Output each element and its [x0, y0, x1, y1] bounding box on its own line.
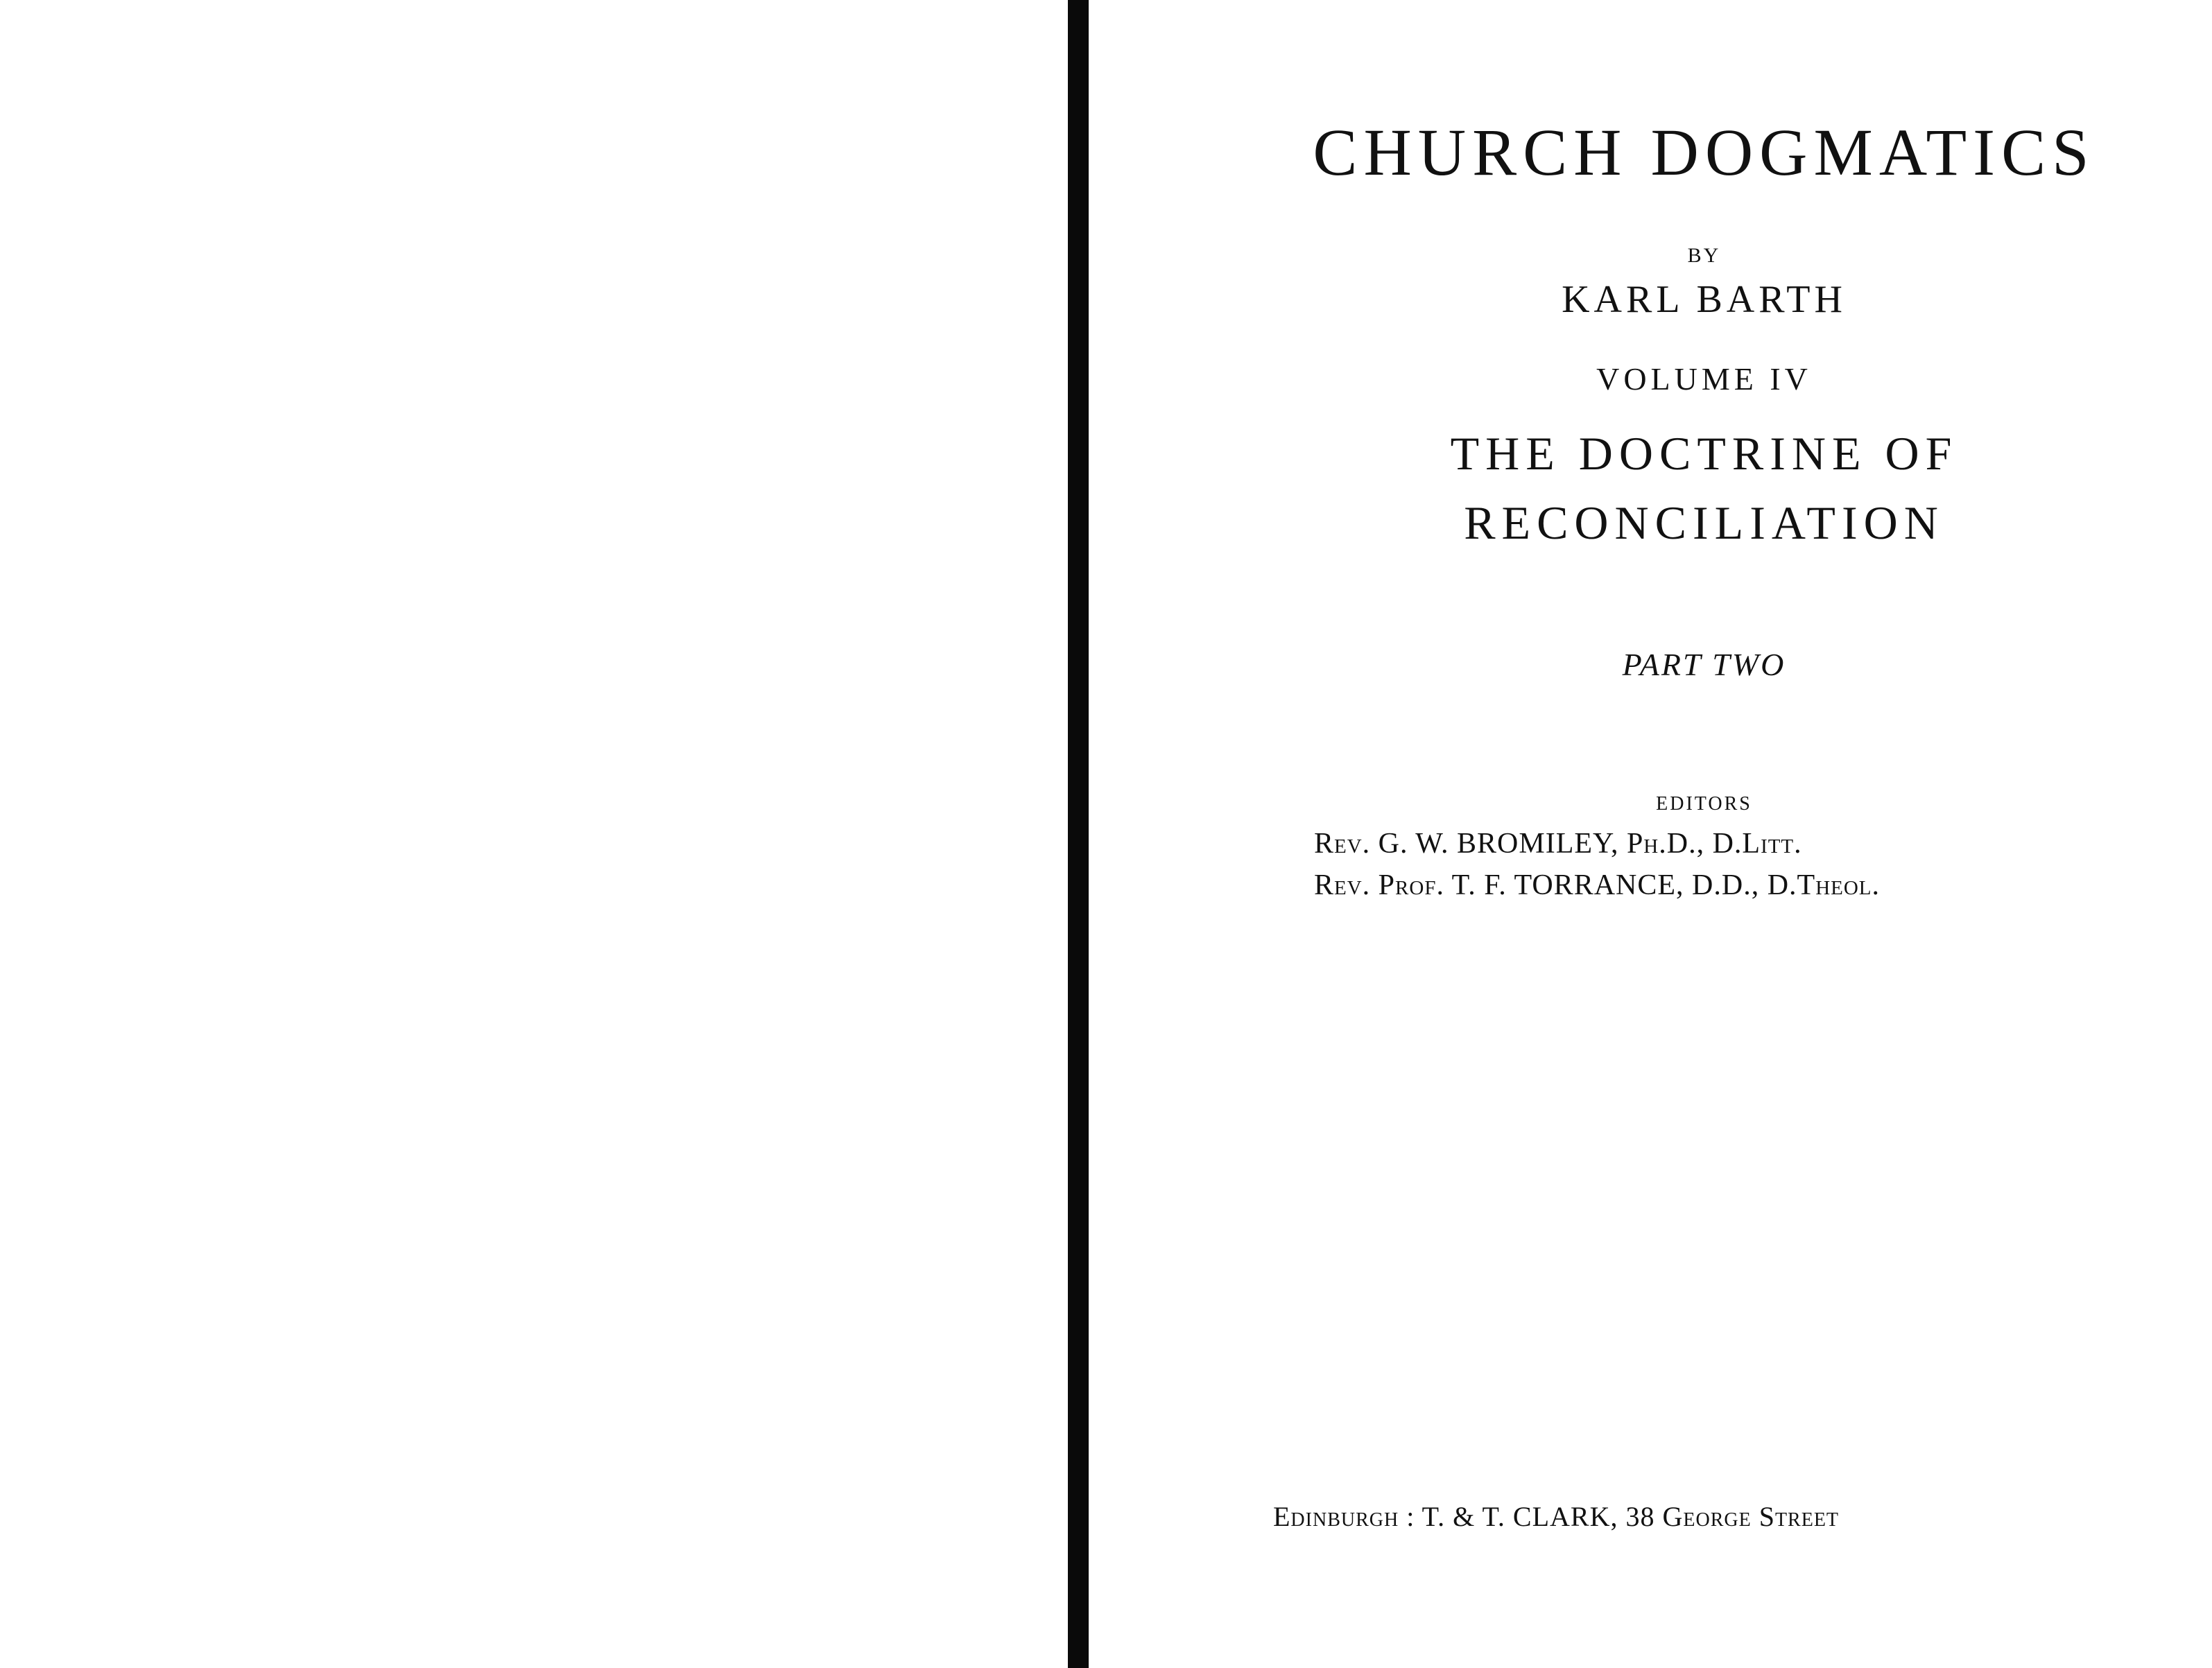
book-title-line-1: THE DOCTRINE OF — [1450, 427, 1958, 480]
by-label: BY — [1687, 244, 1721, 267]
editor-bromiley: Rev. G. W. BROMILEY, Ph.D., D.Litt. — [1314, 828, 1802, 860]
book-spine — [1068, 0, 1089, 1668]
editors-label: EDITORS — [1656, 793, 1752, 815]
author-name: KARL BARTH — [1562, 278, 1847, 321]
part-label: PART TWO — [1622, 647, 1786, 682]
publisher-imprint: Edinburgh : T. & T. CLARK, 38 George Street — [1273, 1501, 1840, 1532]
blank-left-page — [0, 0, 1068, 1668]
series-title: CHURCH DOGMATICS — [1313, 115, 2096, 189]
book-title-line-2: RECONCILIATION — [1464, 496, 1944, 549]
editor-torrance: Rev. Prof. T. F. TORRANCE, D.D., D.Theol. — [1314, 869, 1881, 901]
volume-label: VOLUME IV — [1596, 361, 1812, 397]
title-page — [1089, 0, 2212, 1668]
